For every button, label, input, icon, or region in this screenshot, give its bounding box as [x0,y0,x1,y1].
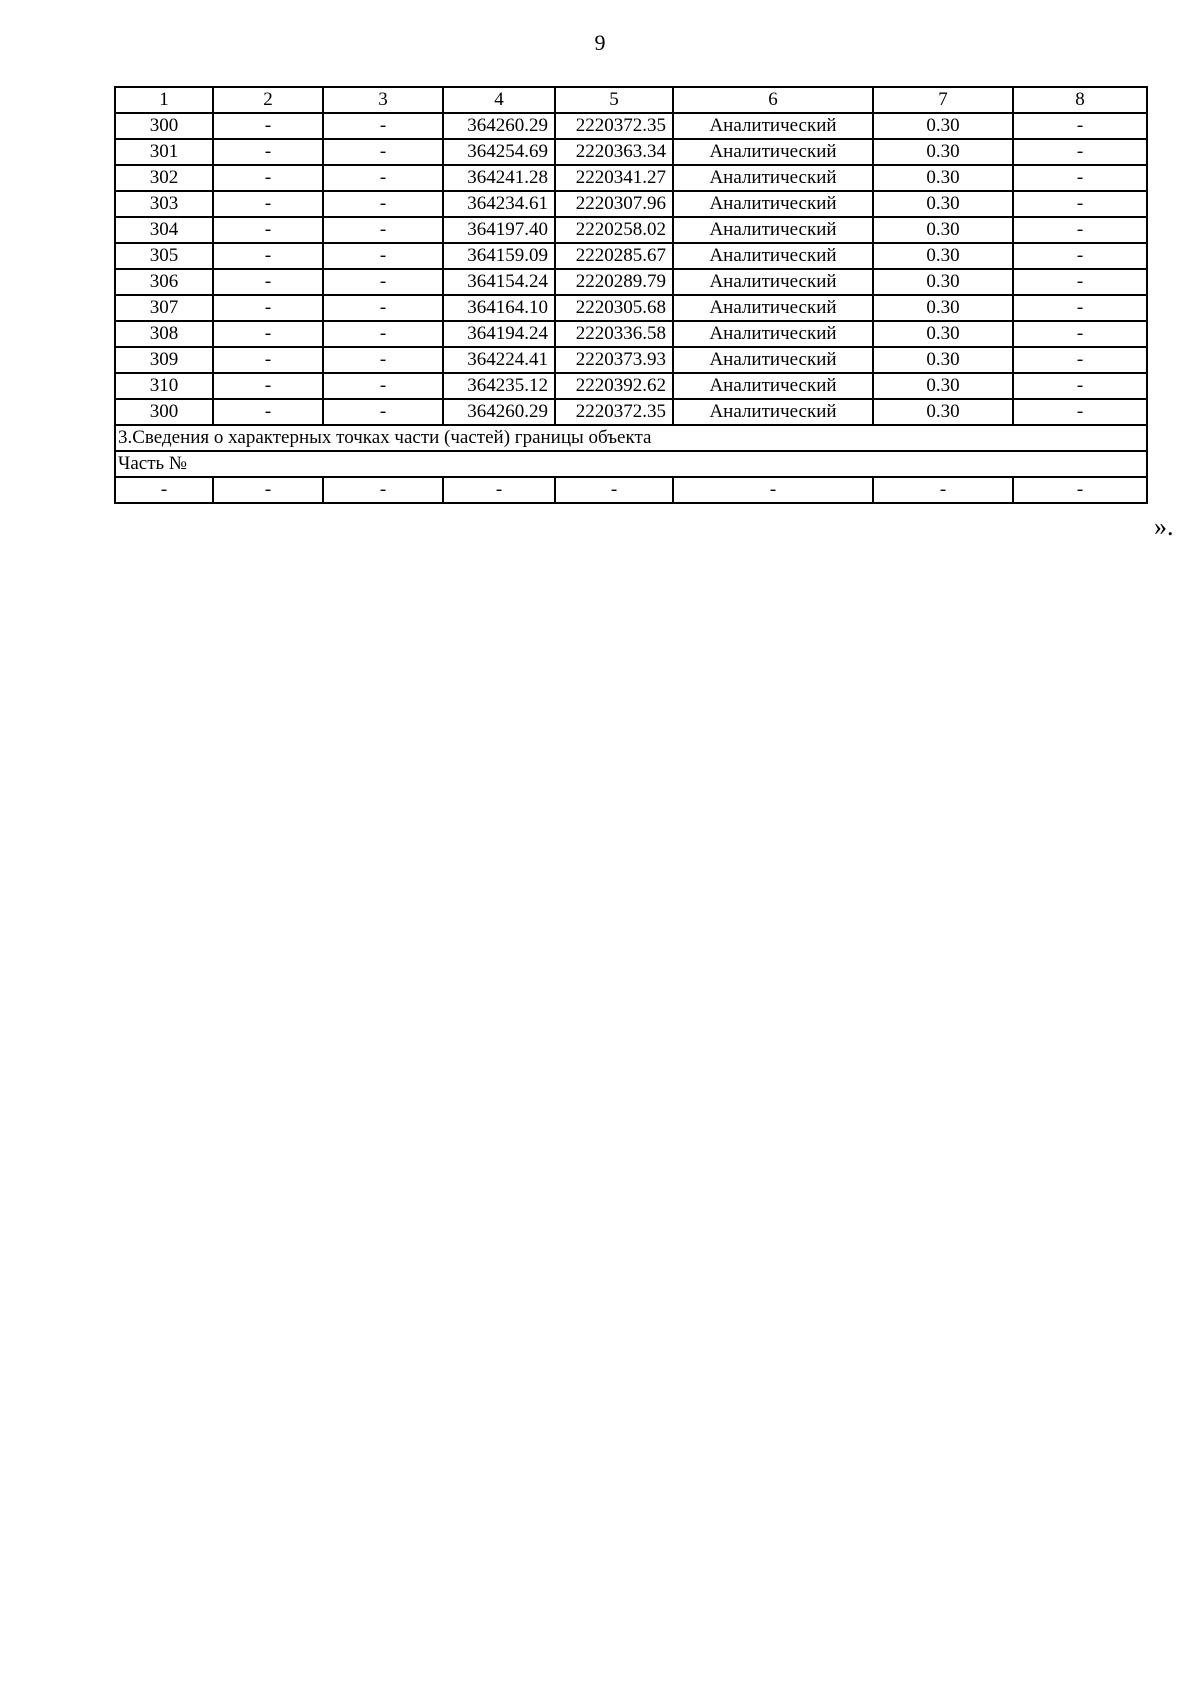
header-cell: 8 [1013,87,1147,113]
table-cell: - [323,399,443,425]
table-cell: - [1013,243,1147,269]
table-cell: 0.30 [873,113,1013,139]
table-cell: 364235.12 [443,373,555,399]
table-cell: - [323,217,443,243]
table-row [115,113,1147,139]
header-cell: 7 [873,87,1013,113]
table-cell: - [323,113,443,139]
table-cell: Аналитический [673,295,873,321]
page-number: 9 [594,30,606,55]
closing-quote: ». [1154,512,1174,541]
table-cell: - [323,373,443,399]
table-cell: 364194.24 [443,321,555,347]
table-cell: - [213,347,323,373]
table-cell: - [213,165,323,191]
table-cell: - [213,399,323,425]
table-row [115,269,1147,295]
table-cell: - [323,347,443,373]
table-cell: - [323,139,443,165]
table-cell: 364234.61 [443,191,555,217]
table-cell: - [213,191,323,217]
table-cell: 364159.09 [443,243,555,269]
table-cell: - [555,477,673,503]
table-cell: 364164.10 [443,295,555,321]
header-row [115,87,1147,113]
table-cell: 364241.28 [443,165,555,191]
coordinates-table [114,86,1148,504]
table-cell: - [1013,217,1147,243]
table-row [115,217,1147,243]
table-cell: Аналитический [673,139,873,165]
table-cell: 301 [115,139,213,165]
table-cell: 0.30 [873,243,1013,269]
table-cell: - [213,295,323,321]
table-row [115,373,1147,399]
table-cell: - [213,243,323,269]
section-title-row [115,425,1147,451]
table-cell: 0.30 [873,321,1013,347]
table-cell: - [323,165,443,191]
table-cell: 0.30 [873,399,1013,425]
table-cell: - [1013,347,1147,373]
table-cell: 309 [115,347,213,373]
table-cell: - [443,477,555,503]
table-cell: - [1013,295,1147,321]
table-row [115,165,1147,191]
table-cell: - [323,191,443,217]
table-cell: - [213,113,323,139]
table-row [115,347,1147,373]
table-cell: 0.30 [873,295,1013,321]
table-cell: 364197.40 [443,217,555,243]
table-cell: 2220373.93 [555,347,673,373]
table-cell: - [323,321,443,347]
table-cell: 2220341.27 [555,165,673,191]
table-cell: 0.30 [873,269,1013,295]
table-cell: - [1013,191,1147,217]
header-cell: 2 [213,87,323,113]
table-cell: 364260.29 [443,113,555,139]
table-cell: 0.30 [873,347,1013,373]
table-cell: - [1013,165,1147,191]
table-cell: - [213,373,323,399]
header-cell: 3 [323,87,443,113]
table-cell: 2220372.35 [555,113,673,139]
table-cell: 303 [115,191,213,217]
table-cell: - [323,295,443,321]
table-row [115,321,1147,347]
table-cell: Аналитический [673,269,873,295]
table-row [115,399,1147,425]
header-cell: 6 [673,87,873,113]
table-cell: - [213,139,323,165]
table-cell: Аналитический [673,347,873,373]
table-cell: 307 [115,295,213,321]
table-cell: - [873,477,1013,503]
table-cell: Аналитический [673,399,873,425]
table-cell: 2220363.34 [555,139,673,165]
table-cell: 364254.69 [443,139,555,165]
table-cell: Аналитический [673,217,873,243]
part-row [115,477,1147,503]
table-cell: 2220305.68 [555,295,673,321]
table-cell: - [213,321,323,347]
table-cell: - [1013,139,1147,165]
table-cell: - [213,269,323,295]
table-cell: 0.30 [873,139,1013,165]
table-cell: 305 [115,243,213,269]
table-cell: - [115,477,213,503]
table-cell: 2220258.02 [555,217,673,243]
table-cell: 2220392.62 [555,373,673,399]
table-row [115,295,1147,321]
table-cell: 300 [115,399,213,425]
table-cell: 2220372.35 [555,399,673,425]
table-cell: - [1013,477,1147,503]
table-cell: 300 [115,113,213,139]
table-cell: - [213,217,323,243]
table-cell: 308 [115,321,213,347]
table-row [115,139,1147,165]
table-cell: Аналитический [673,373,873,399]
table-cell: 304 [115,217,213,243]
table-cell: 306 [115,269,213,295]
table-cell: 2220307.96 [555,191,673,217]
table-cell: - [673,477,873,503]
table-cell: 364224.41 [443,347,555,373]
table-cell: Аналитический [673,243,873,269]
table-cell: 310 [115,373,213,399]
part-label-row [115,451,1147,477]
header-cell: 4 [443,87,555,113]
header-cell: 5 [555,87,673,113]
table-cell: 2220285.67 [555,243,673,269]
table-cell: - [213,477,323,503]
table-cell: Аналитический [673,321,873,347]
table-cell: 2220336.58 [555,321,673,347]
table-body [115,87,1147,503]
table-cell: - [1013,373,1147,399]
table-cell: 0.30 [873,165,1013,191]
table-row [115,191,1147,217]
table-cell: Аналитический [673,113,873,139]
table-cell: Аналитический [673,191,873,217]
table-cell: - [1013,113,1147,139]
header-cell: 1 [115,87,213,113]
table-cell: 0.30 [873,373,1013,399]
table-cell: - [1013,399,1147,425]
table-cell: - [323,477,443,503]
table-cell: - [323,269,443,295]
table-cell: 2220289.79 [555,269,673,295]
part-label: Часть № [115,451,1147,477]
table-cell: 0.30 [873,217,1013,243]
table-cell: 364154.24 [443,269,555,295]
table-cell: - [323,243,443,269]
section-title: 3.Сведения о характерных точках части (частей) границы объекта [115,425,1147,451]
table-cell: 302 [115,165,213,191]
table-cell: - [1013,269,1147,295]
table-cell: Аналитический [673,165,873,191]
table-cell: 0.30 [873,191,1013,217]
table-row [115,243,1147,269]
table-cell: - [1013,321,1147,347]
table-cell: 364260.29 [443,399,555,425]
